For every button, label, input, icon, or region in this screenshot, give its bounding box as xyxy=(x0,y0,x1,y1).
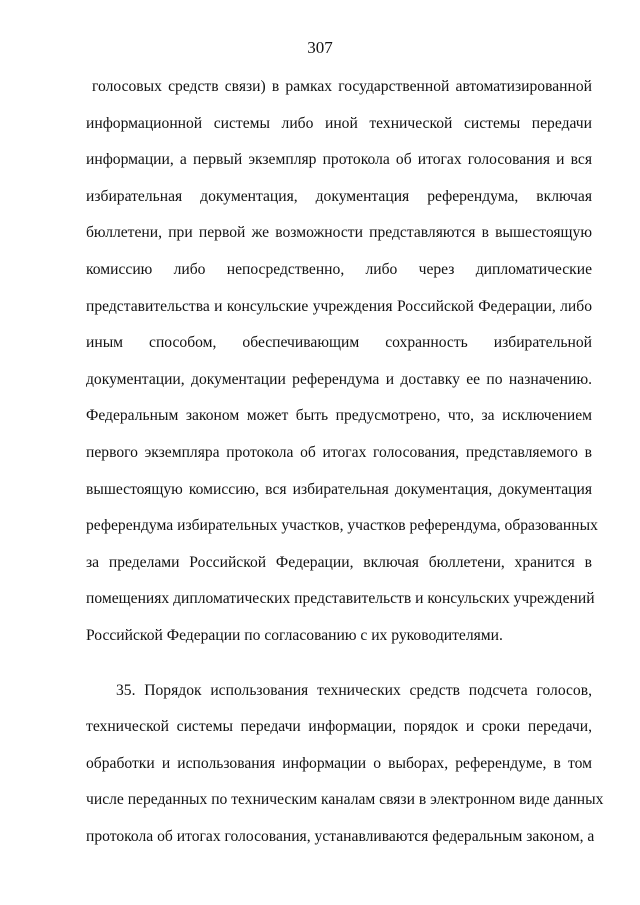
text-line: голосовых средств связи) в рамках государственной автоматизированной xyxy=(92,78,592,95)
text-line: бюллетени, при первой же возможности представляются в вышестоящую xyxy=(86,224,592,242)
text-line: референдума избирательных участков, участков референдума, образованных xyxy=(86,517,598,535)
text-line: помещениях дипломатических представительств и консульских учреждений xyxy=(86,590,595,608)
text-line: информации, а первый экземпляр протокола об итогах голосования и вся xyxy=(86,151,592,169)
text-line: представительства и консульские учреждения Российской Федерации, либо xyxy=(86,297,592,315)
text-line: Федеральным законом может быть предусмотрено, что, за исключением xyxy=(86,407,592,425)
text-line: иным способом, обеспечивающим сохранность избирательной xyxy=(86,334,592,352)
text-line: протокола об итогах голосования, устанавливаются федеральным законом, а xyxy=(86,827,595,845)
text-line: за пределами Российской Федерации, включая бюллетени, хранится в xyxy=(86,553,592,571)
text-line: информационной системы либо иной технической системы передачи xyxy=(86,114,592,132)
text-line: документации, документации референдума и доставку ее по назначению. xyxy=(86,370,592,388)
text-line: числе переданных по техническим каналам связи в электронном виде данных xyxy=(86,791,604,809)
paragraph-continuation xyxy=(86,76,598,662)
text-line: комиссию либо непосредственно, либо через дипломатические xyxy=(86,260,592,278)
document-body xyxy=(86,76,604,862)
text-line: 35. Порядок использования технических средств подсчета голосов, xyxy=(116,681,592,699)
text-line: обработки и использования информации о выборах, референдуме, в том xyxy=(86,754,592,772)
text-line: первого экземпляра протокола об итогах голосования, представляемого в xyxy=(86,443,592,461)
text-line: вышестоящую комиссию, вся избирательная документация, документация xyxy=(86,480,592,498)
text-line: технической системы передачи информации, порядок и сроки передачи, xyxy=(86,718,592,736)
paragraph-35 xyxy=(86,680,604,863)
page-number: 307 xyxy=(307,38,333,57)
text-line: избирательная документация, документация референдума, включая xyxy=(86,187,592,205)
paragraph-gap xyxy=(86,662,592,680)
text-line: Российской Федерации по согласованию с их руководителями. xyxy=(86,626,503,644)
